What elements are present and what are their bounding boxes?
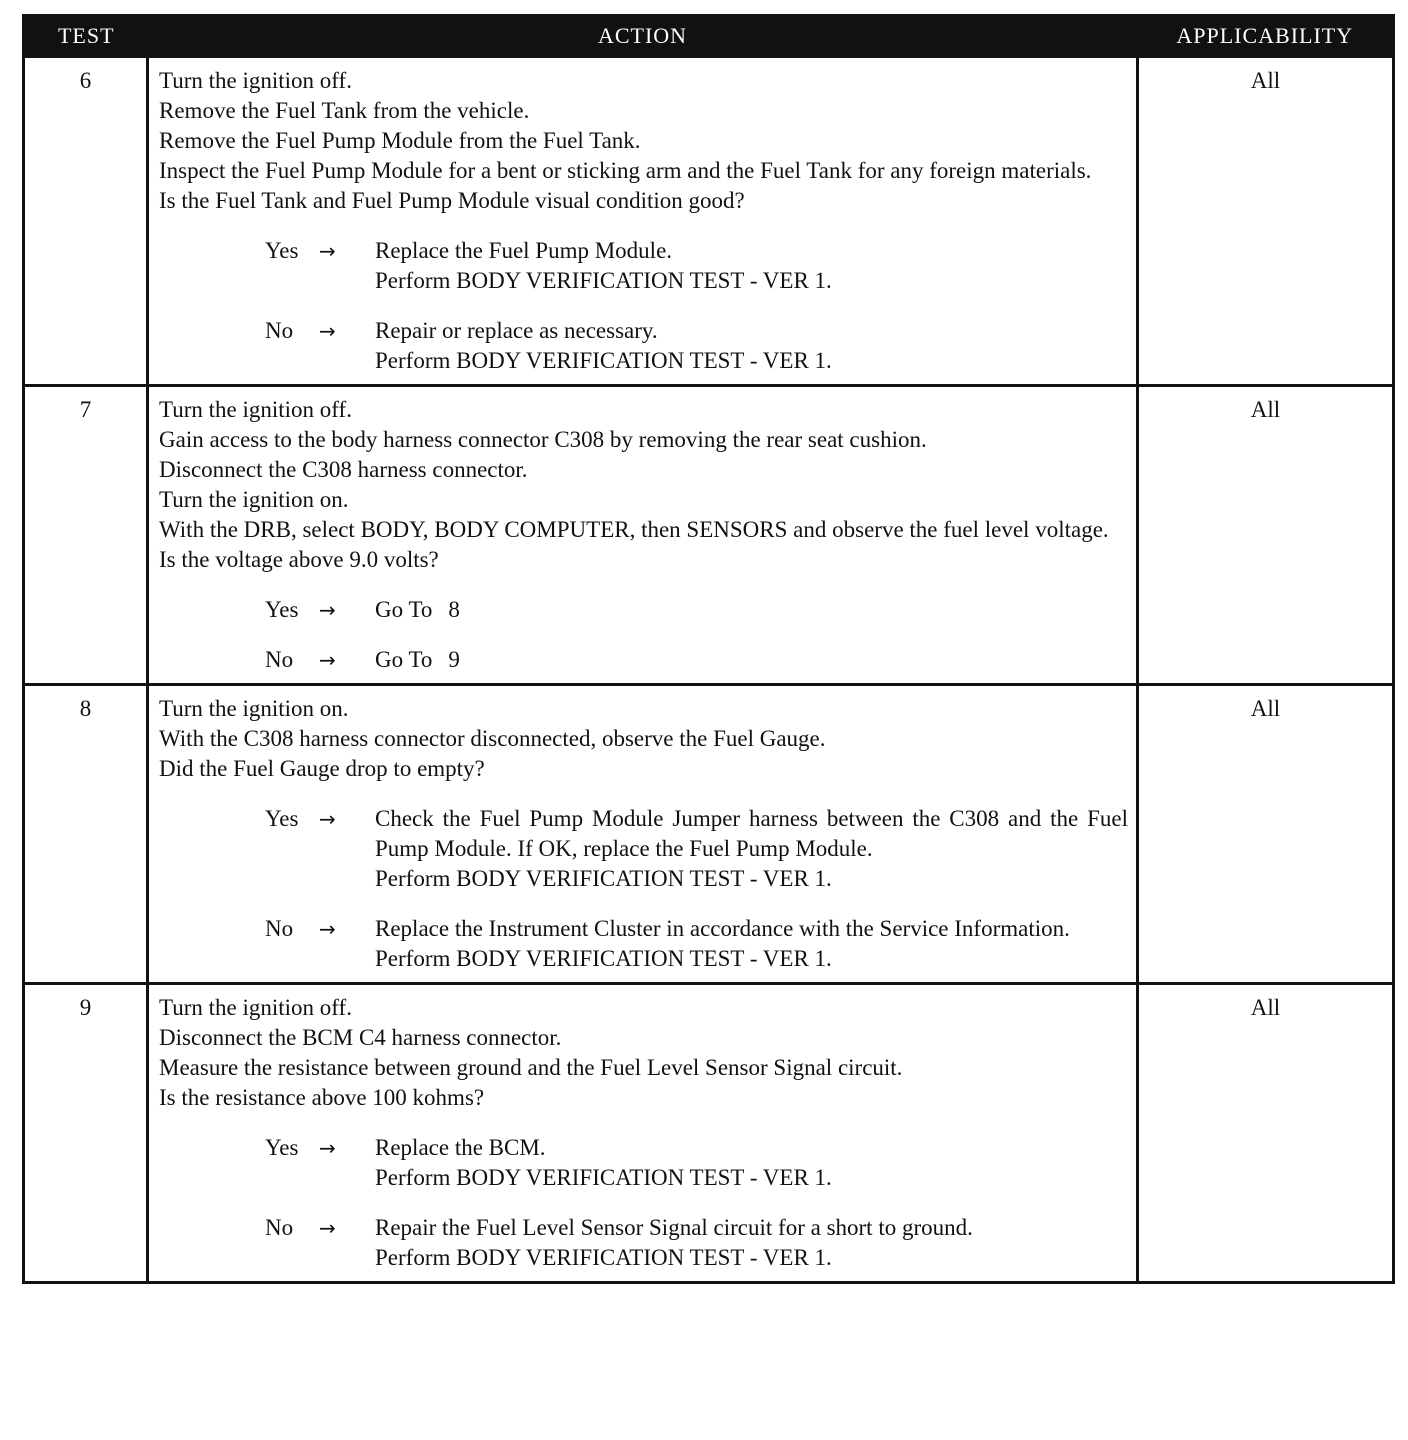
arrow-icon: →: [319, 319, 336, 343]
action-step: Turn the ignition on.: [159, 487, 349, 512]
no-branch: [265, 316, 1128, 376]
no-label: No: [265, 647, 294, 672]
action-step: Turn the ignition off.: [159, 68, 352, 93]
test-column-header: TEST: [24, 16, 148, 57]
yes-result: [375, 1133, 1128, 1193]
result-line: Repair the Fuel Level Sensor Signal circuit for a short to ground.: [375, 1215, 973, 1240]
arrow-icon: →: [319, 1136, 336, 1160]
goto-target: 8: [448, 597, 460, 622]
no-label: No: [265, 318, 294, 343]
arrow-icon: →: [319, 1216, 336, 1240]
action-step: Remove the Fuel Tank from the vehicle.: [159, 98, 530, 123]
result-branches: [159, 236, 1128, 376]
yes-label: Yes: [265, 1135, 299, 1160]
action-step: Gain access to the body harness connector C308 by removing the rear seat cushion.: [159, 427, 927, 452]
action-cell: [148, 984, 1138, 1283]
arrow-icon: →: [319, 807, 336, 831]
applicability-cell: All: [1138, 57, 1394, 386]
no-result: [375, 914, 1128, 974]
arrow-icon: →: [319, 239, 336, 263]
action-step: Disconnect the BCM C4 harness connector.: [159, 1025, 562, 1050]
no-branch: [265, 914, 1128, 974]
result-line: Perform BODY VERIFICATION TEST - VER 1.: [375, 348, 832, 373]
applicability-cell: All: [1138, 685, 1394, 984]
goto-link[interactable]: [375, 595, 1128, 625]
applicability-cell: All: [1138, 984, 1394, 1283]
yes-branch: [265, 1133, 1128, 1193]
yes-label: Yes: [265, 597, 299, 622]
goto-label: Go To: [375, 647, 433, 672]
no-result: [375, 1213, 1128, 1273]
result-branches: [159, 595, 1128, 675]
action-step: Turn the ignition off.: [159, 397, 352, 422]
yes-branch: [265, 595, 1128, 625]
result-line: Repair or replace as necessary.: [375, 318, 658, 343]
diagnostic-page: [22, 14, 1392, 1284]
action-cell: [148, 386, 1138, 685]
action-column-header: ACTION: [148, 16, 1138, 57]
goto-target: 9: [448, 647, 460, 672]
test-number: 6: [24, 57, 148, 386]
action-question: Is the Fuel Tank and Fuel Pump Module visual condition good?: [159, 188, 745, 213]
diagnostic-table: [22, 14, 1395, 1284]
arrow-icon: →: [319, 648, 336, 672]
no-label: No: [265, 1215, 294, 1240]
test-number: 8: [24, 685, 148, 984]
goto-link[interactable]: [375, 645, 1128, 675]
yes-branch: [265, 236, 1128, 296]
result-line: Perform BODY VERIFICATION TEST - VER 1.: [375, 866, 832, 891]
action-step: With the DRB, select BODY, BODY COMPUTER, then SENSORS and observe the fuel level voltage.: [159, 517, 1109, 542]
result-line: Check the Fuel Pump Module Jumper harness between the C308 and the Fuel Pump Module. If OK, replace the Fuel Pump Module.: [375, 806, 1128, 861]
action-step: Measure the resistance between ground and the Fuel Level Sensor Signal circuit.: [159, 1055, 903, 1080]
yes-branch: [265, 804, 1128, 894]
yes-label: Yes: [265, 806, 299, 831]
action-step: Remove the Fuel Pump Module from the Fuel Tank.: [159, 128, 641, 153]
result-line: Perform BODY VERIFICATION TEST - VER 1.: [375, 1165, 832, 1190]
action-question: Is the resistance above 100 kohms?: [159, 1085, 485, 1110]
table-row: [24, 386, 1394, 685]
table-row: [24, 984, 1394, 1283]
table-row: [24, 685, 1394, 984]
action-step: Turn the ignition off.: [159, 995, 352, 1020]
no-branch: [265, 1213, 1128, 1273]
action-cell: [148, 57, 1138, 386]
table-row: [24, 57, 1394, 386]
action-step: Turn the ignition on.: [159, 696, 349, 721]
action-step: With the C308 harness connector disconnected, observe the Fuel Gauge.: [159, 726, 826, 751]
result-line: Replace the Instrument Cluster in accordance with the Service Information.: [375, 916, 1070, 941]
no-label: No: [265, 916, 294, 941]
action-question: Did the Fuel Gauge drop to empty?: [159, 756, 485, 781]
result-line: Perform BODY VERIFICATION TEST - VER 1.: [375, 946, 832, 971]
result-branches: [159, 804, 1128, 974]
applicability-column-header: APPLICABILITY: [1138, 16, 1394, 57]
arrow-icon: →: [319, 598, 336, 622]
applicability-cell: All: [1138, 386, 1394, 685]
result-line: Perform BODY VERIFICATION TEST - VER 1.: [375, 1245, 832, 1270]
table-header-row: [24, 16, 1394, 57]
action-step: Disconnect the C308 harness connector.: [159, 457, 528, 482]
test-number: 9: [24, 984, 148, 1283]
result-line: Replace the Fuel Pump Module.: [375, 238, 673, 263]
result-branches: [159, 1133, 1128, 1273]
result-line: Replace the BCM.: [375, 1135, 546, 1160]
test-number: 7: [24, 386, 148, 685]
yes-result: [375, 804, 1128, 894]
no-result: [375, 316, 1128, 376]
no-branch: [265, 645, 1128, 675]
yes-result: [375, 236, 1128, 296]
goto-label: Go To: [375, 597, 433, 622]
arrow-icon: →: [319, 917, 336, 941]
action-cell: [148, 685, 1138, 984]
action-question: Is the voltage above 9.0 volts?: [159, 547, 439, 572]
result-line: Perform BODY VERIFICATION TEST - VER 1.: [375, 268, 832, 293]
yes-label: Yes: [265, 238, 299, 263]
action-step: Inspect the Fuel Pump Module for a bent or sticking arm and the Fuel Tank for any foreign materials.: [159, 158, 1092, 183]
